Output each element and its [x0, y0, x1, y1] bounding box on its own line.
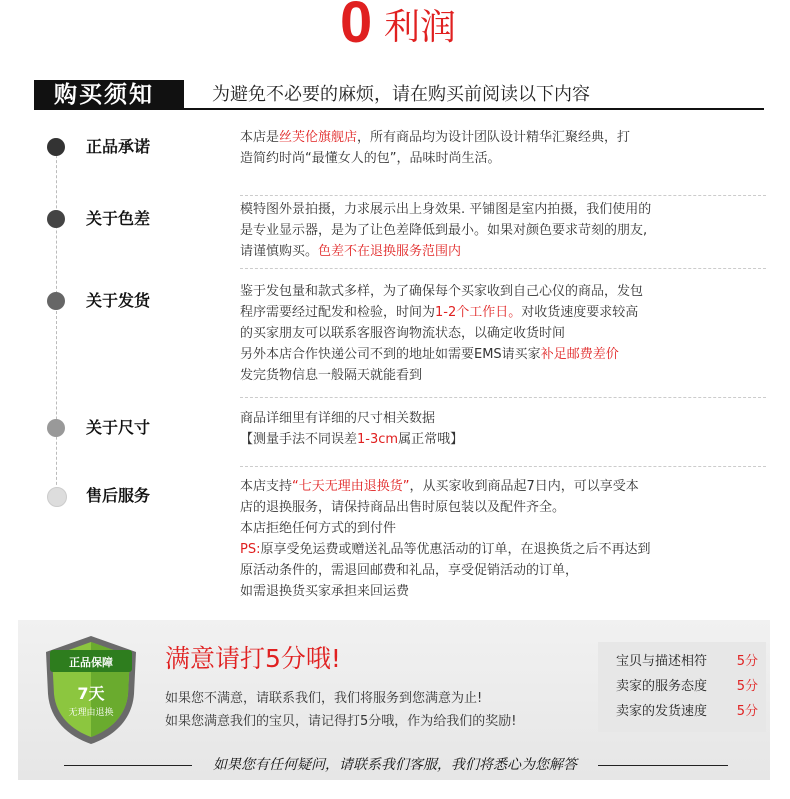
highlight-text: 丝芙伦旗舰店 — [279, 130, 358, 145]
rating-box — [598, 642, 766, 732]
section-line — [240, 581, 760, 602]
timeline-dot — [47, 138, 65, 156]
section-divider — [240, 397, 766, 398]
section-line — [240, 220, 760, 241]
body-text: 本店是 — [240, 130, 280, 145]
satisfaction-line-2: 如果您满意我们的宝贝，请记得打5分哦，作为给我们的奖励! — [165, 714, 517, 729]
section-line — [240, 302, 760, 323]
body-text: 【测量手法不同误差 — [240, 432, 358, 447]
section-divider — [240, 466, 766, 467]
rating-score: 5分 — [736, 679, 758, 694]
section-line — [240, 497, 760, 518]
body-text: 的买家朋友可以联系客服咨询物流状态，以确定收货时间 — [240, 326, 566, 341]
body-text: 对收货速度要求较高 — [521, 305, 639, 320]
shield-badge-icon — [36, 632, 146, 747]
section-line — [240, 476, 760, 497]
body-text: 店的退换服务，请保持商品出售时原包装以及配件齐全。 — [240, 500, 566, 515]
section-body — [240, 476, 760, 602]
section-line — [240, 365, 760, 386]
section-line — [240, 241, 760, 262]
section-line — [240, 148, 760, 169]
body-text: 造简约时尚“最懂女人的包”，品味时尚生活。 — [240, 151, 501, 166]
rating-score: 5分 — [736, 704, 758, 719]
highlight-text: PS: — [240, 542, 261, 557]
section-line — [240, 560, 760, 581]
rating-row — [616, 650, 766, 674]
section-body — [240, 127, 760, 169]
body-text: ，所有商品均为设计团队设计精华汇聚经典，打 — [357, 130, 631, 145]
section-title: 关于发货 — [86, 291, 151, 310]
section-line — [240, 539, 760, 560]
body-text: ，从买家收到商品起7日内，可以享受本 — [409, 479, 639, 494]
body-text: 属正常哦】 — [398, 432, 464, 447]
satisfaction-line-1: 如果您不满意，请联系我们，我们将服务到您满意为止! — [165, 691, 483, 706]
highlight-text: “七天无理由退换货” — [292, 479, 410, 494]
section-body — [240, 199, 760, 262]
timeline-dot — [47, 487, 67, 507]
badge-top-text: 正品保障 — [69, 656, 113, 669]
body-text: 另外本店合作快递公司不到的地址如需要EMS请买家 — [240, 347, 541, 362]
section-divider — [240, 195, 766, 196]
body-text: 原享受免运费或赠送礼品等优惠活动的订单，在退换货之后不再达到 — [260, 542, 651, 557]
section-divider — [240, 268, 766, 269]
highlight-text: 补足邮费差价 — [540, 347, 619, 362]
body-text: 请谨慎购买。 — [240, 244, 319, 259]
body-text: 原活动条件的，需退回邮费和礼品，享受促销活动的订单， — [240, 563, 579, 578]
rating-label: 宝贝与描述相符 — [616, 654, 708, 669]
body-text: 模特图外景拍摄，力求展示出上身效果. 平铺图是室内拍摄，我们使用的 — [240, 202, 652, 217]
rating-score: 5分 — [736, 654, 758, 669]
closing-message: 如果您有任何疑问，请联系我们客服，我们将悉心为您解答 — [213, 757, 577, 773]
section-title: 售后服务 — [86, 486, 151, 505]
body-text: 鉴于发包量和款式多样，为了确保每个买家收到自己心仪的商品，发包 — [240, 284, 644, 299]
satisfaction-title: 满意请打5分哦! — [165, 644, 341, 673]
hero-title: 利润 — [384, 7, 457, 48]
body-text: 是专业显示器，是为了让色差降低到最小。如果对颜色要求苛刻的朋友, — [240, 223, 648, 238]
section-line — [240, 408, 760, 429]
rating-label: 卖家的发货速度 — [616, 704, 708, 719]
highlight-text: 1-3cm — [357, 432, 399, 447]
rating-row — [616, 675, 766, 699]
notice-label-box — [34, 80, 184, 110]
body-text: 商品详细里有详细的尺寸相关数据 — [240, 411, 436, 426]
highlight-text: 1-2个工作日。 — [435, 305, 522, 320]
section-line — [240, 518, 760, 539]
timeline-dot — [47, 419, 65, 437]
body-text: 如需退换货买家承担来回运费 — [240, 584, 410, 599]
section-title: 关于色差 — [86, 209, 151, 228]
section-line — [240, 429, 760, 450]
section-line — [240, 344, 760, 365]
section-line — [240, 199, 760, 220]
highlight-text: 色差不在退换服务范围内 — [318, 244, 462, 259]
section-line — [240, 281, 760, 302]
section-body — [240, 408, 760, 450]
timeline-line — [56, 140, 58, 500]
body-text: 本店拒绝任何方式的到付件 — [240, 521, 397, 536]
hero-zero: 0 — [340, 0, 373, 55]
timeline-dot — [47, 292, 65, 310]
section-line — [240, 127, 760, 148]
rating-label: 卖家的服务态度 — [616, 679, 708, 694]
body-text: 本店支持 — [240, 479, 293, 494]
section-title: 正品承诺 — [86, 137, 151, 156]
section-body — [240, 281, 760, 386]
body-text: 发完货物信息一般隔天就能看到 — [240, 368, 423, 383]
section-line — [240, 323, 760, 344]
rating-row — [616, 700, 766, 724]
notice-underline — [184, 108, 764, 110]
timeline-dot — [47, 210, 65, 228]
notice-subtitle: 为避免不必要的麻烦，请在购买前阅读以下内容 — [212, 84, 590, 105]
badge-days-text: 7天 — [77, 684, 105, 703]
badge-bottom-text: 无理由退换 — [68, 708, 114, 718]
notice-label: 购买须知 — [54, 82, 154, 108]
section-title: 关于尺寸 — [86, 418, 151, 437]
body-text: 程序需要经过配发和检验，时间为 — [240, 305, 436, 320]
